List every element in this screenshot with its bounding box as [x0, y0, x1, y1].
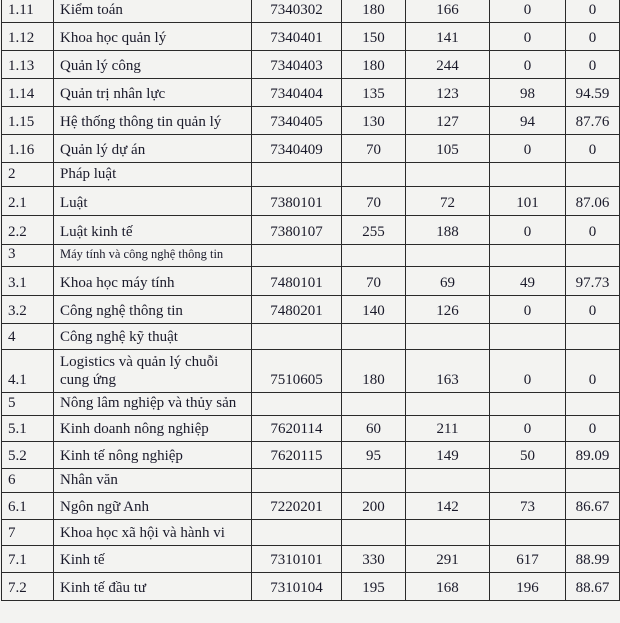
admitted-value: 188	[406, 216, 490, 245]
table-row	[2, 267, 620, 296]
employment-rate-value	[566, 469, 620, 493]
table-row	[2, 393, 620, 416]
quota-value	[342, 245, 406, 267]
table-row	[2, 79, 620, 107]
graduates-value	[490, 520, 566, 546]
table-row	[2, 163, 620, 187]
graduates-value	[490, 163, 566, 187]
program-code: 7480201	[252, 296, 342, 324]
employment-rate-value: 88.67	[566, 573, 620, 601]
table-row	[2, 442, 620, 469]
program-code: 7310104	[252, 573, 342, 601]
employment-rate-value	[566, 245, 620, 267]
program-code: 7340401	[252, 23, 342, 51]
admitted-value: 127	[406, 107, 490, 135]
table-row	[2, 493, 620, 520]
row-number: 1.13	[2, 51, 54, 79]
quota-value	[342, 393, 406, 416]
row-number: 6.1	[2, 493, 54, 520]
table-row	[2, 416, 620, 442]
program-name: Khoa học quản lý	[54, 23, 252, 51]
program-code: 7510605	[252, 350, 342, 393]
row-number: 7.1	[2, 546, 54, 573]
table-row	[2, 520, 620, 546]
program-name: Kinh tế đầu tư	[54, 573, 252, 601]
graduates-value	[490, 469, 566, 493]
employment-rate-value: 0	[566, 350, 620, 393]
graduates-value: 0	[490, 416, 566, 442]
admitted-value	[406, 245, 490, 267]
quota-value: 70	[342, 187, 406, 216]
graduates-value: 0	[490, 135, 566, 163]
program-name: Logistics và quản lý chuỗi cung ứng	[54, 350, 252, 393]
program-code: 7340404	[252, 79, 342, 107]
graduates-value: 0	[490, 51, 566, 79]
employment-rate-value: 89.09	[566, 442, 620, 469]
quota-value: 330	[342, 546, 406, 573]
admitted-value: 72	[406, 187, 490, 216]
program-code	[252, 163, 342, 187]
quota-value: 130	[342, 107, 406, 135]
row-number: 6	[2, 469, 54, 493]
graduates-value	[490, 324, 566, 350]
admitted-value	[406, 520, 490, 546]
table-row	[2, 187, 620, 216]
row-number: 5.1	[2, 416, 54, 442]
employment-rate-value: 88.99	[566, 546, 620, 573]
employment-rate-value: 87.06	[566, 187, 620, 216]
admitted-value: 141	[406, 23, 490, 51]
employment-rate-value	[566, 520, 620, 546]
graduates-value: 49	[490, 267, 566, 296]
program-name: Quản trị nhân lực	[54, 79, 252, 107]
graduates-value: 50	[490, 442, 566, 469]
admitted-value: 244	[406, 51, 490, 79]
row-number: 1.12	[2, 23, 54, 51]
graduates-value: 0	[490, 23, 566, 51]
program-name: Luật kinh tế	[54, 216, 252, 245]
program-name: Khoa học xã hội và hành vi	[54, 520, 252, 546]
graduates-value	[490, 245, 566, 267]
row-number: 2.2	[2, 216, 54, 245]
table-row	[2, 350, 620, 393]
program-code: 7620115	[252, 442, 342, 469]
quota-value: 70	[342, 267, 406, 296]
employment-rate-value: 87.76	[566, 107, 620, 135]
admitted-value: 126	[406, 296, 490, 324]
program-code: 7620114	[252, 416, 342, 442]
quota-value	[342, 520, 406, 546]
employment-rate-value: 0	[566, 216, 620, 245]
employment-rate-value: 0	[566, 416, 620, 442]
quota-value: 150	[342, 23, 406, 51]
quota-value: 70	[342, 135, 406, 163]
table-row	[2, 216, 620, 245]
table-row	[2, 573, 620, 601]
table-row	[2, 0, 620, 23]
quota-value: 180	[342, 51, 406, 79]
employment-rate-value	[566, 163, 620, 187]
program-code	[252, 324, 342, 350]
program-name: Kinh doanh nông nghiệp	[54, 416, 252, 442]
table-row	[2, 324, 620, 350]
program-code: 7340409	[252, 135, 342, 163]
quota-value: 195	[342, 573, 406, 601]
graduates-value: 196	[490, 573, 566, 601]
program-name: Pháp luật	[54, 163, 252, 187]
graduates-value: 0	[490, 296, 566, 324]
employment-rate-value: 97.73	[566, 267, 620, 296]
program-name: Nhân văn	[54, 469, 252, 493]
program-name: Luật	[54, 187, 252, 216]
table-row	[2, 469, 620, 493]
row-number: 4.1	[2, 350, 54, 393]
program-code: 7220201	[252, 493, 342, 520]
row-number: 7.2	[2, 573, 54, 601]
quota-value: 255	[342, 216, 406, 245]
program-name: Quản lý công	[54, 51, 252, 79]
table-row	[2, 546, 620, 573]
quota-value: 135	[342, 79, 406, 107]
admitted-value: 168	[406, 573, 490, 601]
admitted-value	[406, 324, 490, 350]
quota-value: 95	[342, 442, 406, 469]
program-name: Kinh tế	[54, 546, 252, 573]
graduates-value: 98	[490, 79, 566, 107]
row-number: 5.2	[2, 442, 54, 469]
quota-value	[342, 469, 406, 493]
admitted-value: 69	[406, 267, 490, 296]
graduates-value: 0	[490, 0, 566, 23]
graduates-value: 0	[490, 216, 566, 245]
admitted-value	[406, 469, 490, 493]
table-row	[2, 135, 620, 163]
program-name: Nông lâm nghiệp và thủy sản	[54, 393, 252, 416]
quota-value: 140	[342, 296, 406, 324]
program-name: Khoa học máy tính	[54, 267, 252, 296]
admitted-value: 105	[406, 135, 490, 163]
row-number: 1.11	[2, 0, 54, 23]
program-code: 7340403	[252, 51, 342, 79]
admitted-value: 123	[406, 79, 490, 107]
program-code	[252, 469, 342, 493]
program-code: 7310101	[252, 546, 342, 573]
row-number: 1.14	[2, 79, 54, 107]
employment-rate-value: 94.59	[566, 79, 620, 107]
employment-rate-value: 0	[566, 135, 620, 163]
row-number: 2	[2, 163, 54, 187]
program-name: Quản lý dự án	[54, 135, 252, 163]
program-name: Kinh tế nông nghiệp	[54, 442, 252, 469]
row-number: 2.1	[2, 187, 54, 216]
program-name: Kiểm toán	[54, 0, 252, 23]
employment-rate-value	[566, 393, 620, 416]
program-name: Công nghệ kỹ thuật	[54, 324, 252, 350]
row-number: 3	[2, 245, 54, 267]
admitted-value: 291	[406, 546, 490, 573]
table-row	[2, 23, 620, 51]
graduates-value	[490, 393, 566, 416]
admitted-value: 149	[406, 442, 490, 469]
admitted-value: 142	[406, 493, 490, 520]
admitted-value	[406, 163, 490, 187]
employment-rate-value: 0	[566, 23, 620, 51]
row-number: 1.15	[2, 107, 54, 135]
quota-value	[342, 163, 406, 187]
quota-value: 180	[342, 0, 406, 23]
quota-value: 200	[342, 493, 406, 520]
program-code: 7380107	[252, 216, 342, 245]
row-number: 1.16	[2, 135, 54, 163]
program-code: 7340405	[252, 107, 342, 135]
graduates-value: 73	[490, 493, 566, 520]
program-code	[252, 245, 342, 267]
admitted-value: 211	[406, 416, 490, 442]
graduates-value: 101	[490, 187, 566, 216]
table-row	[2, 296, 620, 324]
row-number: 7	[2, 520, 54, 546]
row-number: 4	[2, 324, 54, 350]
program-name: Ngôn ngữ Anh	[54, 493, 252, 520]
employment-rate-value	[566, 324, 620, 350]
employment-rate-value: 0	[566, 296, 620, 324]
graduates-value: 94	[490, 107, 566, 135]
employment-rate-value: 86.67	[566, 493, 620, 520]
program-code: 7480101	[252, 267, 342, 296]
employment-rate-value: 0	[566, 51, 620, 79]
row-number: 5	[2, 393, 54, 416]
row-number: 3.1	[2, 267, 54, 296]
program-code: 7340302	[252, 0, 342, 23]
graduates-value: 0	[490, 350, 566, 393]
quota-value: 180	[342, 350, 406, 393]
admitted-value: 163	[406, 350, 490, 393]
program-code	[252, 393, 342, 416]
row-number: 3.2	[2, 296, 54, 324]
program-code	[252, 520, 342, 546]
program-code: 7380101	[252, 187, 342, 216]
program-name: Máy tính và công nghệ thông tin	[54, 245, 252, 267]
table-row	[2, 107, 620, 135]
graduates-value: 617	[490, 546, 566, 573]
admitted-value: 166	[406, 0, 490, 23]
quota-value	[342, 324, 406, 350]
table-row	[2, 245, 620, 267]
program-name: Hệ thống thông tin quản lý	[54, 107, 252, 135]
table-row	[2, 51, 620, 79]
employment-rate-value: 0	[566, 0, 620, 23]
program-name: Công nghệ thông tin	[54, 296, 252, 324]
quota-value: 60	[342, 416, 406, 442]
admitted-value	[406, 393, 490, 416]
admission-table	[1, 0, 620, 601]
